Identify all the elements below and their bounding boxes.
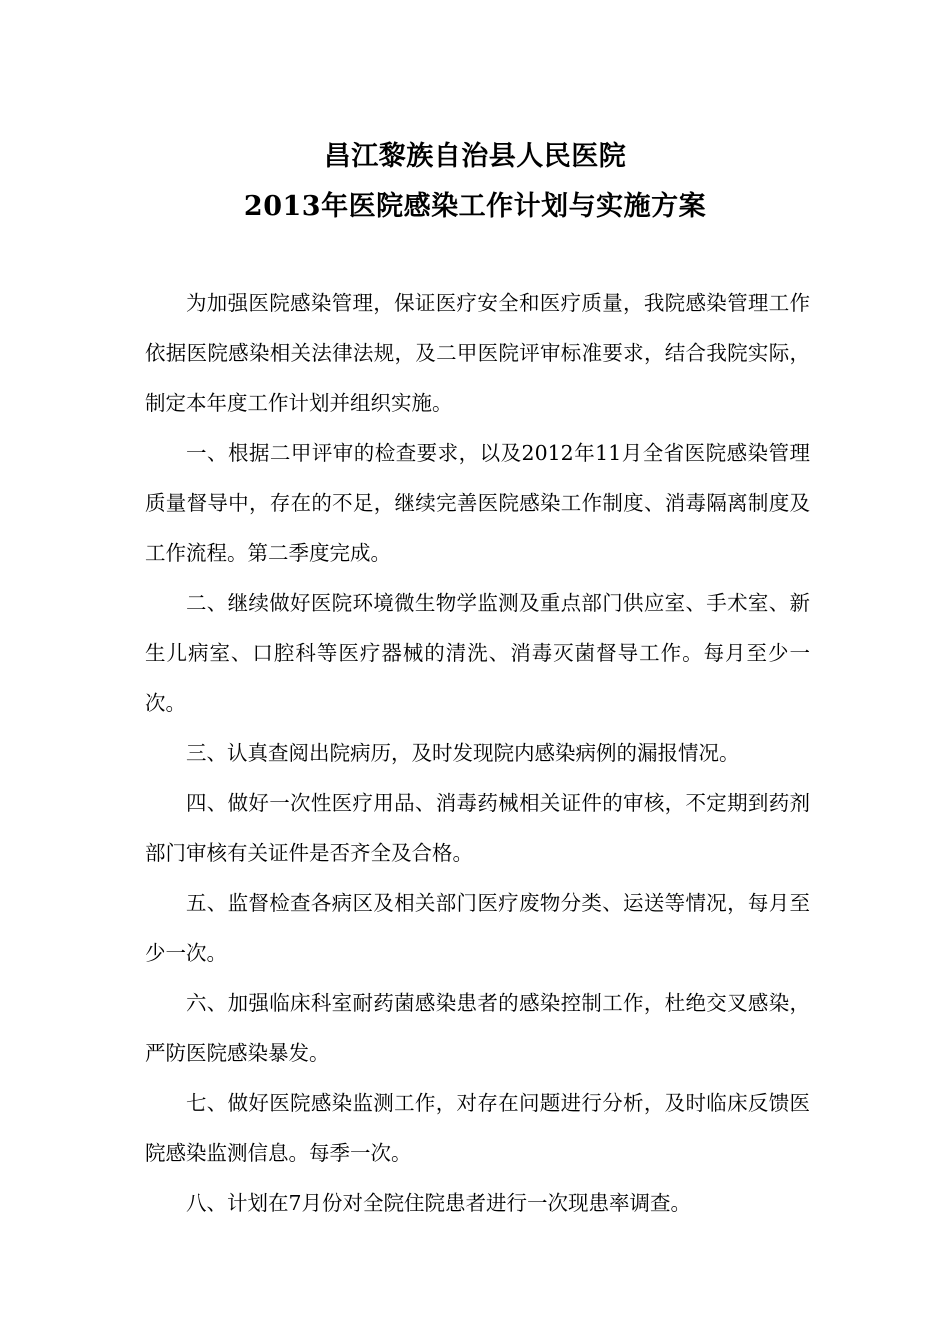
paragraph-intro: 为加强医院感染管理，保证医疗安全和医疗质量，我院感染管理工作依据医院感染相关法律法规，及二甲医院评审标准要求，结合我院实际，制定本年度工作计划并组织实施。: [145, 291, 810, 415]
paragraph-item-8: 八、计划在7月份对全院住院患者进行一次现患率调查。: [186, 1191, 692, 1215]
paragraph-item-6: 六、加强临床科室耐药菌感染患者的感染控制工作，杜绝交叉感染，严防医院感染暴发。: [145, 991, 810, 1065]
title-hospital-name: 昌江黎族自治县人民医院: [323, 141, 627, 172]
title-plan-name: 2013年医院感染工作计划与实施方案: [243, 191, 707, 222]
paragraph-item-3: 三、认真查阅出院病历，及时发现院内感染病例的漏报情况。: [186, 741, 740, 765]
paragraph-item-7: 七、做好医院感染监测工作，对存在问题进行分析，及时临床反馈医院感染监测信息。每季一次。: [145, 1091, 810, 1165]
document-body: [145, 278, 810, 1228]
paragraph-item-2: 二、继续做好医院环境微生物学监测及重点部门供应室、手术室、新生儿病室、口腔科等医疗器械的清洗、消毒灭菌督导工作。每月至少一次。: [145, 591, 810, 715]
document-title: [0, 132, 950, 232]
paragraph-item-4: 四、做好一次性医疗用品、消毒药械相关证件的审核，不定期到药剂部门审核有关证件是否齐全及合格。: [145, 791, 810, 865]
paragraph-item-1: 一、根据二甲评审的检查要求，以及2012年11月全省医院感染管理质量督导中，存在的不足，继续完善医院感染工作制度、消毒隔离制度及工作流程。第二季度完成。: [145, 441, 810, 565]
paragraph-item-5: 五、监督检查各病区及相关部门医疗废物分类、运送等情况，每月至少一次。: [145, 891, 810, 965]
